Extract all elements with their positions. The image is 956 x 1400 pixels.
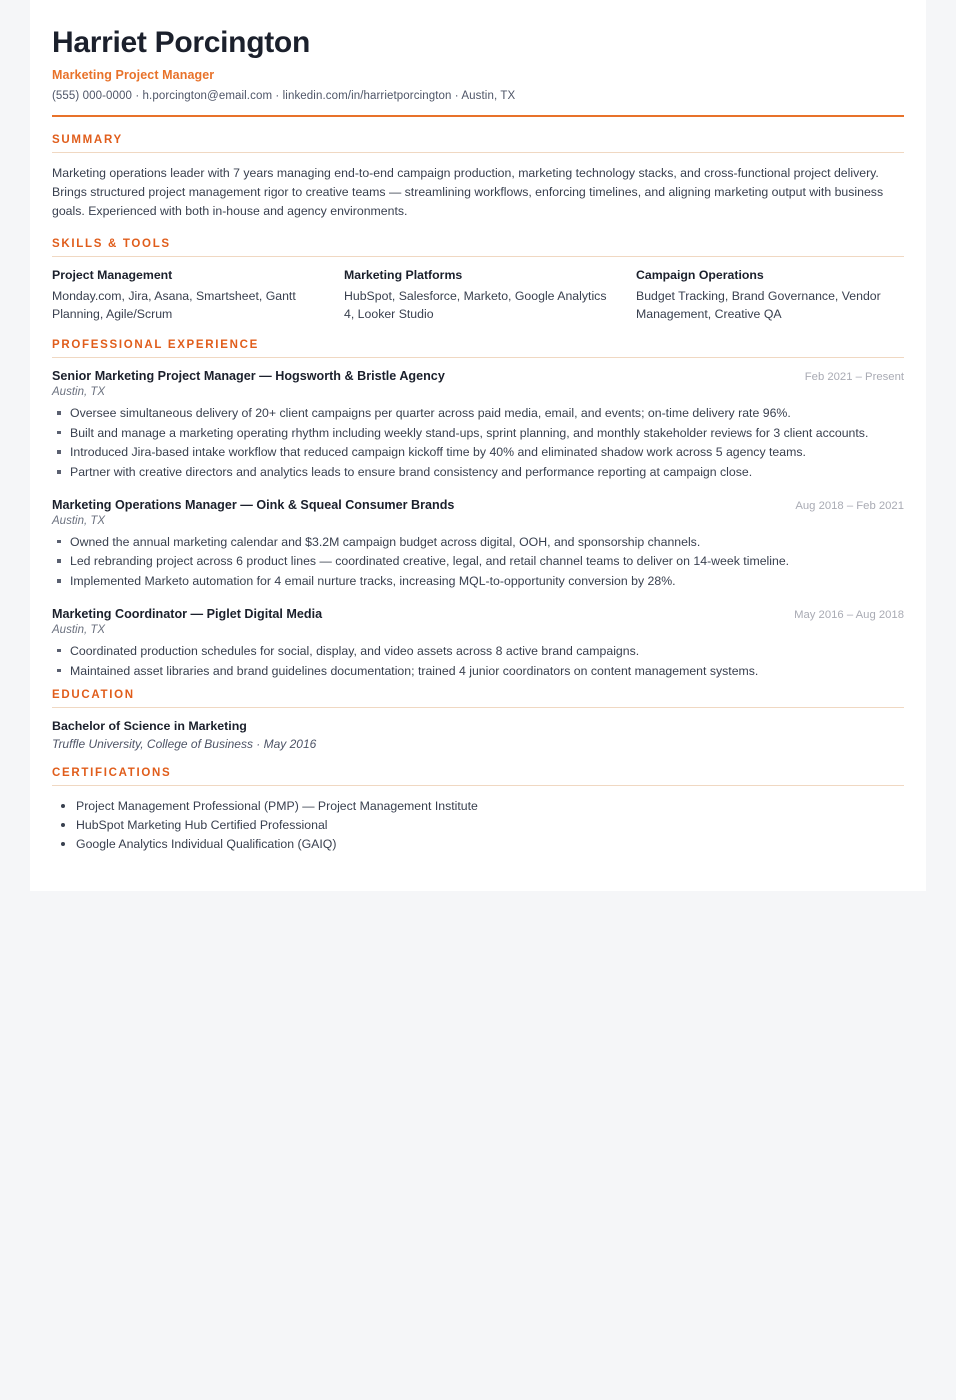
section-divider bbox=[52, 357, 904, 358]
section-title-skills: SKILLS & TOOLS bbox=[52, 237, 171, 250]
skill-category-label: Project Management bbox=[52, 267, 173, 282]
job-bullet-list bbox=[52, 642, 904, 680]
candidate-name: Harriet Porcington bbox=[52, 26, 310, 59]
job-bullet: Partner with creative directors and analytics leads to ensure brand consistency and performance reporting at campaign close. bbox=[52, 463, 904, 482]
section-title-certifications: CERTIFICATIONS bbox=[52, 767, 172, 780]
certification-list bbox=[52, 797, 904, 854]
skill-column bbox=[52, 268, 320, 324]
job-title: Marketing Operations Manager — Oink & Squeal Consumer Brands bbox=[52, 497, 455, 512]
skill-category-label: Campaign Operations bbox=[636, 267, 764, 282]
job-title: Senior Marketing Project Manager — Hogsworth & Bristle Agency bbox=[52, 369, 445, 384]
section-education bbox=[52, 689, 904, 751]
section-title-summary: SUMMARY bbox=[52, 133, 123, 146]
section-summary bbox=[52, 134, 904, 221]
job-bullet: Built and manage a marketing operating rhythm including weekly stand-ups, sprint planning, and monthly stakeholder reviews for 3 client accounts. bbox=[52, 424, 904, 443]
job-bullet: Oversee simultaneous delivery of 20+ client campaigns per quarter across paid media, email, and events; on-time delivery rate 96%. bbox=[52, 404, 904, 423]
job-bullet: Implemented Marketo automation for 4 email nurture tracks, increasing MQL-to-opportunity conversion by 28%. bbox=[52, 572, 904, 591]
section-certifications bbox=[52, 767, 904, 854]
section-divider bbox=[52, 152, 904, 153]
job-bullet-list bbox=[52, 533, 904, 591]
experience-header bbox=[52, 607, 904, 621]
education-degree: Bachelor of Science in Marketing bbox=[52, 719, 247, 734]
job-bullet: Led rebranding project across 6 product lines — coordinated creative, legal, and retail channel teams to deliver on 14-week timeline. bbox=[52, 552, 904, 571]
contact-line: (555) 000-0000 · h.porcington@email.com · linkedin.com/in/harrietporcington · Austin, TX bbox=[52, 89, 516, 102]
certification-item: Project Management Professional (PMP) — Project Management Institute bbox=[52, 797, 904, 816]
job-bullet: Coordinated production schedules for social, display, and video assets across 8 active brand campaigns. bbox=[52, 642, 904, 661]
resume-document bbox=[30, 0, 926, 891]
skill-items-list: HubSpot, Salesforce, Marketo, Google Analytics 4, Looker Studio bbox=[344, 288, 607, 322]
certification-item: Google Analytics Individual Qualification (GAIQ) bbox=[52, 835, 904, 854]
section-experience bbox=[52, 339, 904, 680]
candidate-headline: Marketing Project Manager bbox=[52, 67, 215, 82]
job-bullet: Maintained asset libraries and brand guidelines documentation; trained 4 junior coordinators on content management systems. bbox=[52, 662, 904, 681]
job-location: Austin, TX bbox=[52, 386, 106, 399]
job-title: Marketing Coordinator — Piglet Digital Media bbox=[52, 606, 323, 621]
experience-entry bbox=[52, 369, 904, 482]
skill-items-list: Monday.com, Jira, Asana, Smartsheet, Gantt Planning, Agile/Scrum bbox=[52, 288, 296, 322]
experience-entry bbox=[52, 498, 904, 591]
job-dates: Feb 2021 – Present bbox=[804, 371, 904, 384]
section-title-experience: PROFESSIONAL EXPERIENCE bbox=[52, 339, 259, 352]
skill-items-list: Budget Tracking, Brand Governance, Vendor Management, Creative QA bbox=[636, 288, 881, 322]
summary-text: Marketing operations leader with 7 years managing end-to-end campaign production, marketing technology stacks, and cross-functional project delivery. Brings structured project management rigor to creative teams — streamlining workflows, enforcing timelines, and aligning marketing output with business goals. Experienced with both in-house and agency environments. bbox=[52, 165, 884, 218]
job-bullet-list bbox=[52, 404, 904, 482]
section-divider bbox=[52, 256, 904, 257]
job-location: Austin, TX bbox=[52, 623, 106, 636]
header-divider bbox=[52, 115, 904, 117]
job-dates: May 2016 – Aug 2018 bbox=[794, 608, 904, 621]
experience-header bbox=[52, 498, 904, 512]
section-divider bbox=[52, 785, 904, 786]
experience-entry bbox=[52, 607, 904, 680]
job-bullet: Owned the annual marketing calendar and $3.2M campaign budget across digital, OOH, and sponsorship channels. bbox=[52, 533, 904, 552]
job-bullet: Introduced Jira-based intake workflow that reduced campaign kickoff time by 40% and eliminated shadow work across 5 agency teams. bbox=[52, 443, 904, 462]
skill-category-label: Marketing Platforms bbox=[344, 267, 463, 282]
job-location: Austin, TX bbox=[52, 514, 106, 527]
section-title-education: EDUCATION bbox=[52, 689, 135, 702]
skill-column bbox=[636, 268, 904, 324]
education-meta: Truffle University, College of Business · May 2016 bbox=[52, 737, 317, 752]
section-divider bbox=[52, 707, 904, 708]
skill-column bbox=[344, 268, 612, 324]
job-dates: Aug 2018 – Feb 2021 bbox=[795, 499, 904, 512]
experience-header bbox=[52, 369, 904, 383]
certification-item: HubSpot Marketing Hub Certified Professional bbox=[52, 816, 904, 835]
section-skills bbox=[52, 238, 904, 324]
resume-header bbox=[52, 26, 904, 117]
skills-grid bbox=[52, 268, 904, 324]
